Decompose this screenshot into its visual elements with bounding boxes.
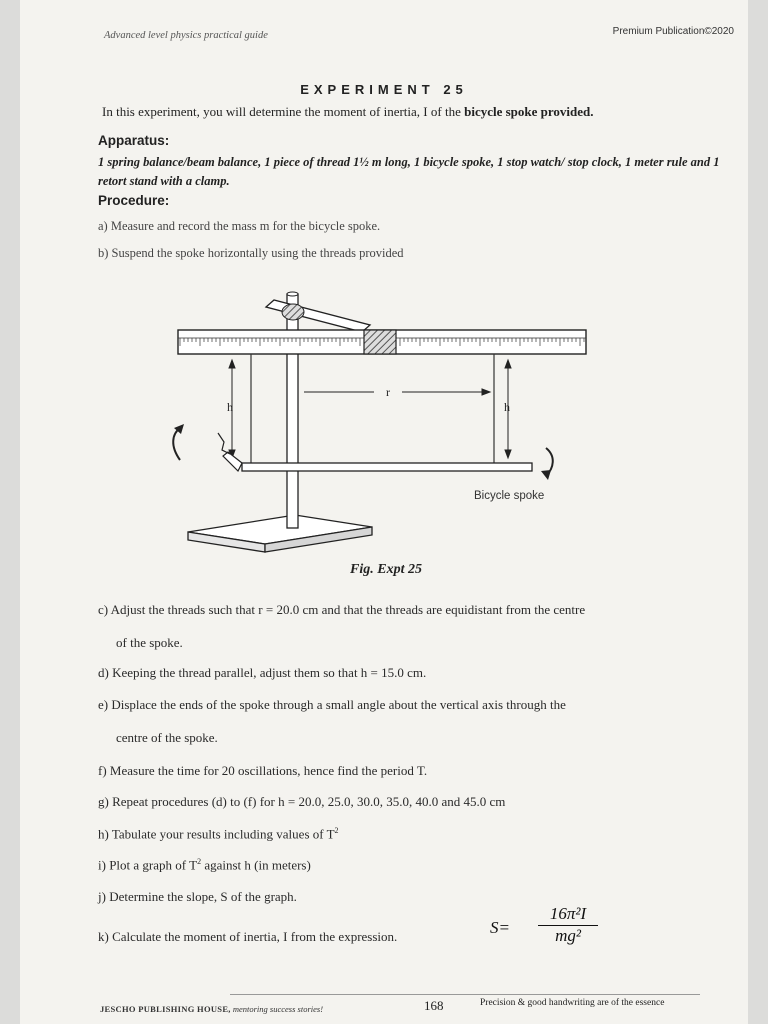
apparatus-figure — [140, 270, 610, 562]
step-f: f) Measure the time for 20 oscillations, hence find the period T. — [98, 763, 428, 778]
step-h-sup: 2 — [334, 826, 339, 835]
apparatus-text: 1 spring balance/beam balance, 1 piece of thread 1½ m long, 1 bicycle spoke, 1 stop watch/ stop clock, 1 meter rule and 1 retort stand with a clamp. — [98, 155, 720, 188]
bicycle-spoke — [218, 433, 532, 471]
r-dimension — [304, 389, 490, 395]
intro-plain: In this experiment, you will determine the moment of inertia, I of the — [102, 104, 465, 119]
stand-base — [188, 515, 372, 552]
step-e: e) Displace the ends of the spoke through a small angle about the vertical axis through the — [98, 697, 566, 712]
formula-numerator: 16π²I — [538, 904, 598, 926]
step-i-sup: 2 — [197, 857, 202, 866]
step-d: d) Keeping the thread parallel, adjust them so that h = 15.0 cm. — [98, 665, 427, 680]
figure-caption: Fig. Expt 25 — [350, 562, 422, 577]
spoke-label: Bicycle spoke — [474, 490, 545, 502]
r-label: r — [386, 385, 390, 399]
step-i — [98, 857, 311, 873]
document-page — [20, 0, 748, 1024]
footer-slogan: mentoring success stories! — [230, 1004, 324, 1014]
footer-publisher — [100, 1004, 323, 1014]
step-j: j) Determine the slope, S of the graph. — [98, 889, 297, 904]
header-book-title: Advanced level physics practical guide — [104, 30, 268, 41]
formula-lhs: S= — [490, 918, 510, 937]
meter-rule — [178, 330, 586, 354]
slope-formula — [490, 904, 602, 954]
procedure-heading: Procedure: — [98, 193, 170, 208]
page-number: 168 — [424, 998, 444, 1013]
step-k: k) Calculate the moment of inertia, I from the expression. — [98, 929, 398, 944]
step-h-text: h) Tabulate your results including values of T — [98, 826, 335, 842]
intro-bold: bicycle spoke provided. — [464, 104, 594, 119]
intro-text — [102, 104, 594, 120]
clamp — [266, 300, 370, 332]
formula-denominator: mg² — [555, 926, 581, 945]
step-c: c) Adjust the threads such that r = 20.0 cm and that the threads are equidistant from the centre — [98, 602, 586, 617]
footer-publisher-name: JESCHO PUBLISHING HOUSE, — [100, 1004, 231, 1014]
rotation-arrow-right — [541, 448, 553, 480]
h-label-right: h — [504, 400, 510, 414]
step-g: g) Repeat procedures (d) to (f) for h = 20.0, 25.0, 30.0, 35.0, 40.0 and 45.0 cm — [98, 794, 506, 809]
header-publication: Premium Publication©2020 — [612, 26, 734, 37]
step-e-cont: centre of the spoke. — [116, 730, 218, 745]
stand-rod — [287, 292, 298, 528]
apparatus-heading: Apparatus: — [98, 133, 170, 148]
footer-motto: Precision & good handwriting are of the essence — [480, 998, 665, 1008]
step-h — [98, 826, 339, 842]
h-label-left: h — [227, 400, 233, 414]
step-a: a) Measure and record the mass m for the bicycle spoke. — [98, 219, 381, 233]
footer-rule — [230, 994, 700, 995]
step-c-cont: of the spoke. — [116, 635, 183, 650]
step-b: b) Suspend the spoke horizontally using the threads provided — [98, 246, 404, 260]
formula-fraction — [538, 904, 598, 946]
experiment-title: EXPERIMENT 25 — [300, 82, 468, 97]
rotation-arrow-left — [173, 424, 184, 460]
step-i-tail: against h (in meters) — [201, 857, 311, 873]
step-i-text: i) Plot a graph of T — [98, 857, 198, 873]
